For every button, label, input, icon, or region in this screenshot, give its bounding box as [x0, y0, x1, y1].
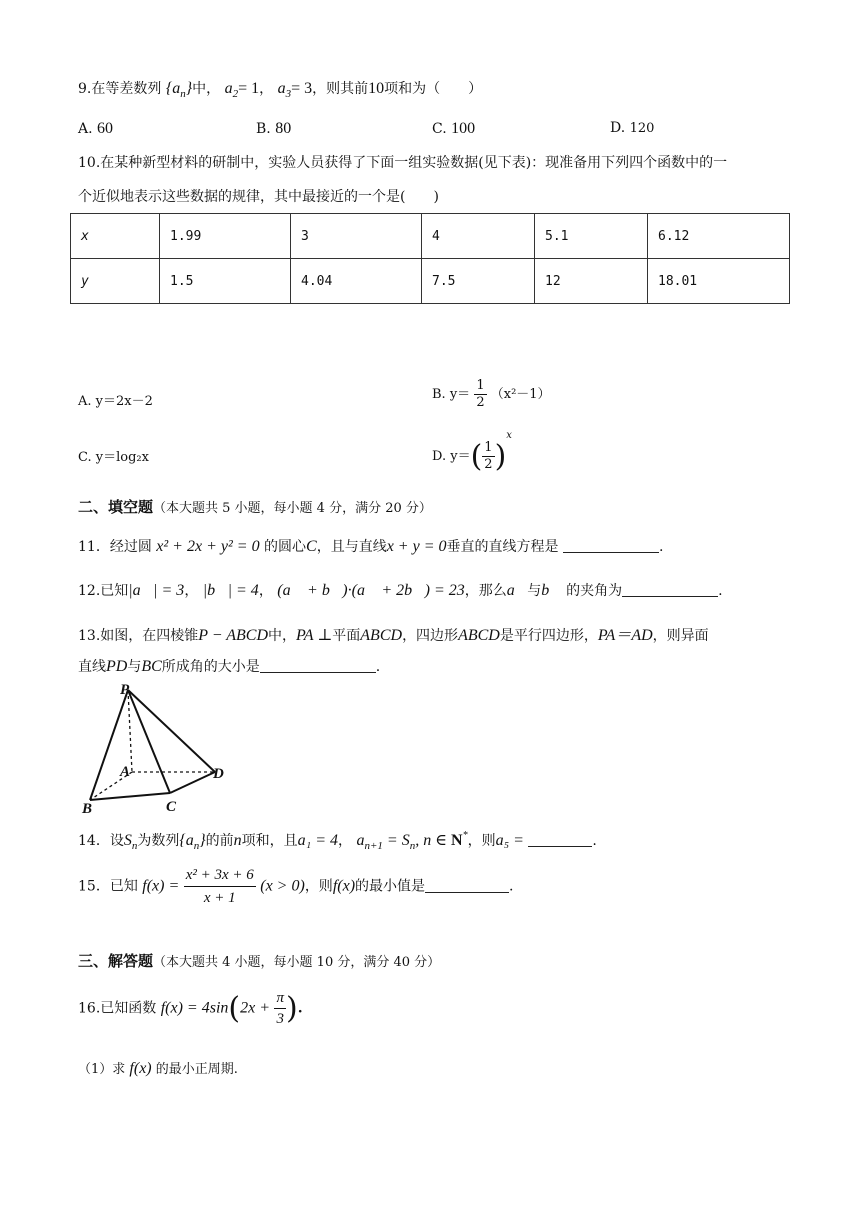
q10-data-table: [70, 213, 790, 304]
table-row: y 1.5 4.04 7.5 12 18.01: [71, 259, 790, 304]
vertex-c-label: C: [166, 799, 177, 815]
answer-blank[interactable]: [528, 832, 592, 847]
fraction-pi-over-3: $\frac{\pi}{3}$: [276, 990, 284, 1027]
q11-stem: 11．经过圆 x² + 2x + y² = 0 的圆心C，且与直线x + y = 0垂直的直线方程是 .: [78, 538, 664, 555]
q10-option-d: D. y＝( $\frac{1}{2}$ )$^x$: [432, 430, 512, 474]
q10-option-b: B. y＝ $\frac{1}{2}$ （x²－1）: [432, 378, 551, 410]
q16-stem: 16.已知函数 f(x) = 4sin(2x + $\frac{\pi}{3}$ ).: [78, 990, 303, 1027]
q9-option-c: C. 100: [432, 120, 476, 137]
q10-option-a: A. y＝2x－2: [78, 394, 153, 409]
section-2-heading: 二、填空题（本大题共 5 小题，每小题 4 分，满分 20 分）: [78, 498, 432, 516]
q10-stem-line2: 个近似地表示这些数据的规律，其中最接近的一个是( ): [78, 189, 439, 205]
answer-blank[interactable]: [563, 538, 659, 553]
q9-option-d: D. 120: [610, 120, 655, 136]
vertex-a-label: A: [120, 764, 131, 780]
answer-blank[interactable]: [425, 878, 509, 893]
vertex-b-label: B: [82, 801, 93, 815]
q9-option-b: B. 80: [256, 120, 292, 137]
q10-option-c: C. y＝log₂x: [78, 450, 149, 465]
q14-stem: 14．设$S_n$为数列$\{a_n\}$的前n项和，且a₁ = 4， $a_{n+1} = S_n$, n ∈ N*，则a₅ = .: [78, 830, 597, 852]
q13-stem-line2: 直线PD与BC所成角的大小是 .: [78, 658, 381, 675]
q16-part1: （1）求 f(x) 的最小正周期.: [78, 1060, 238, 1077]
q13-stem-line1: 13.如图，在四棱锥P − ABCD中，PA ⊥平面ABCD，四边形ABCD是平行四边形，PA＝AD，则异面: [78, 627, 709, 644]
seq-an: $\{a_n\}$: [165, 80, 193, 100]
fraction-half: $\frac{1}{2}$: [484, 440, 493, 472]
table-row: x 1.99 3 4 5.1 6.12: [71, 214, 790, 259]
pyramid-figure: [80, 680, 230, 815]
q9-stem: 9.在等差数列 $\{a_n\}$中， $a_2= 1$， $a_3= 3$，则其前10项和为（ ）: [78, 80, 483, 100]
fraction-half: $\frac{1}{2}$: [476, 378, 485, 410]
answer-blank[interactable]: [260, 658, 376, 673]
vertex-p-label: P: [120, 682, 130, 698]
q12-stem: 12.已知|a⃗| = 3， |b⃗| = 4， (a⃗ + b⃗)·(a⃗ + 2b⃗) = 23，那么a⃗与b⃗ 的夹角为 .: [78, 582, 723, 599]
answer-blank[interactable]: [622, 582, 718, 597]
q10-stem-line1: 10.在某种新型材料的研制中，实验人员获得了下面一组实验数据(见下表)：现准备用下列四个函数中的一: [78, 155, 728, 171]
vertex-d-label: D: [213, 766, 224, 782]
q9-option-a: A. 60: [78, 120, 114, 137]
fraction-expression: $\frac{\text{x² + 3x + 6}}{x + 1}$: [184, 864, 256, 909]
q15-stem: 15．已知 f(x) = $\frac{\text{x² + 3x + 6}}{x + 1}$ (x > 0)，则f(x)的最小值是 .: [78, 864, 513, 909]
section-3-heading: 三、解答题（本大题共 4 小题，每小题 10 分，满分 40 分）: [78, 952, 441, 970]
